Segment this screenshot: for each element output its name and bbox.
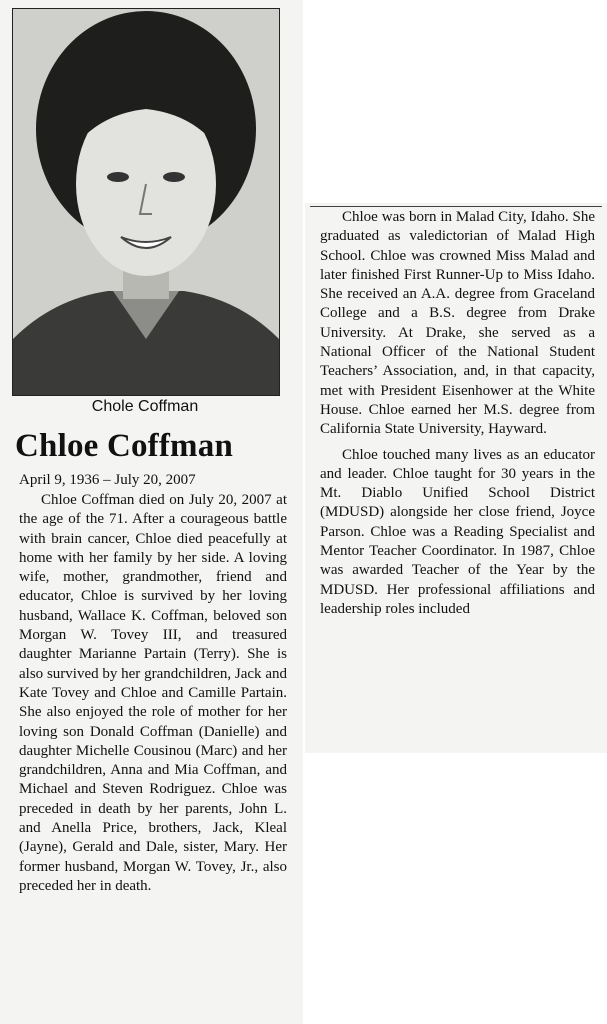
- obituary-body-right: [320, 208, 595, 625]
- portrait-illustration: [13, 9, 279, 395]
- obituary-headline: Chloe Coffman: [15, 428, 234, 464]
- paragraph: Chloe was born in Malad City, Idaho. She graduated as valedictorian of Malad High School. Chloe was crowned Miss Malad and later finished First Runner-Up to Miss Idaho. She received an A.A. degree from Graceland College and a B.S. degree from Drake University. At Drake, she served as a National Officer of the National Student Teachers’ Association, and, in that capacity, met with President Eisenhower at the White House. Chloe earned her M.S. degree from California State University, Hayward.: [320, 209, 595, 438]
- portrait-photo: [12, 8, 280, 396]
- photo-caption: Chole Coffman: [91, 398, 199, 415]
- life-dates: April 9, 1936 – July 20, 2007: [19, 472, 196, 488]
- obituary-body-left: [19, 491, 287, 902]
- paragraph: Chloe touched many lives as an educator and leader. Chloe taught for 30 years in the Mt. Diablo Unified School District (MDUSD) alongside her close friend, Joyce Parson. Chloe was a Reading Specialist and Mentor Teacher Coordinator. In 1987, Chloe was awarded Teacher of the Year by the MDUSD. Her professional affiliations and leadership roles included: [320, 446, 595, 617]
- column-rule: [310, 206, 602, 207]
- left-column: [0, 0, 303, 1024]
- paragraph: Chloe Coffman died on July 20, 2007 at the age of the 71. After a courageous battle with brain cancer, Chloe died peacefully at home with her family by her side. A loving wife, mother, grandmother, friend and educator, Chloe is survived by her loving husband, Wallace K. Coffman, beloved son Morgan W. Tovey III, and treasured daughter Marianne Partain (Terry). She is also survived by her grandchildren, Jack and Kate Tovey and Chloe and Camille Partain. She also enjoyed the role of mother for her loving son Donald Coffman (Danielle) and daughter Michelle Cousinou (Marc) and her grandchildren, Anna and Mia Coffman, and Michael and Steven Rodriguez. Chloe was preceded in death by her parents, John L. and Anella Price, brothers, Jack, Kleal (Jayne), Gerald and Dale, sister, Mary. Her former husband, Morgan W. Tovey, Jr., also preceded her in death.: [19, 492, 287, 894]
